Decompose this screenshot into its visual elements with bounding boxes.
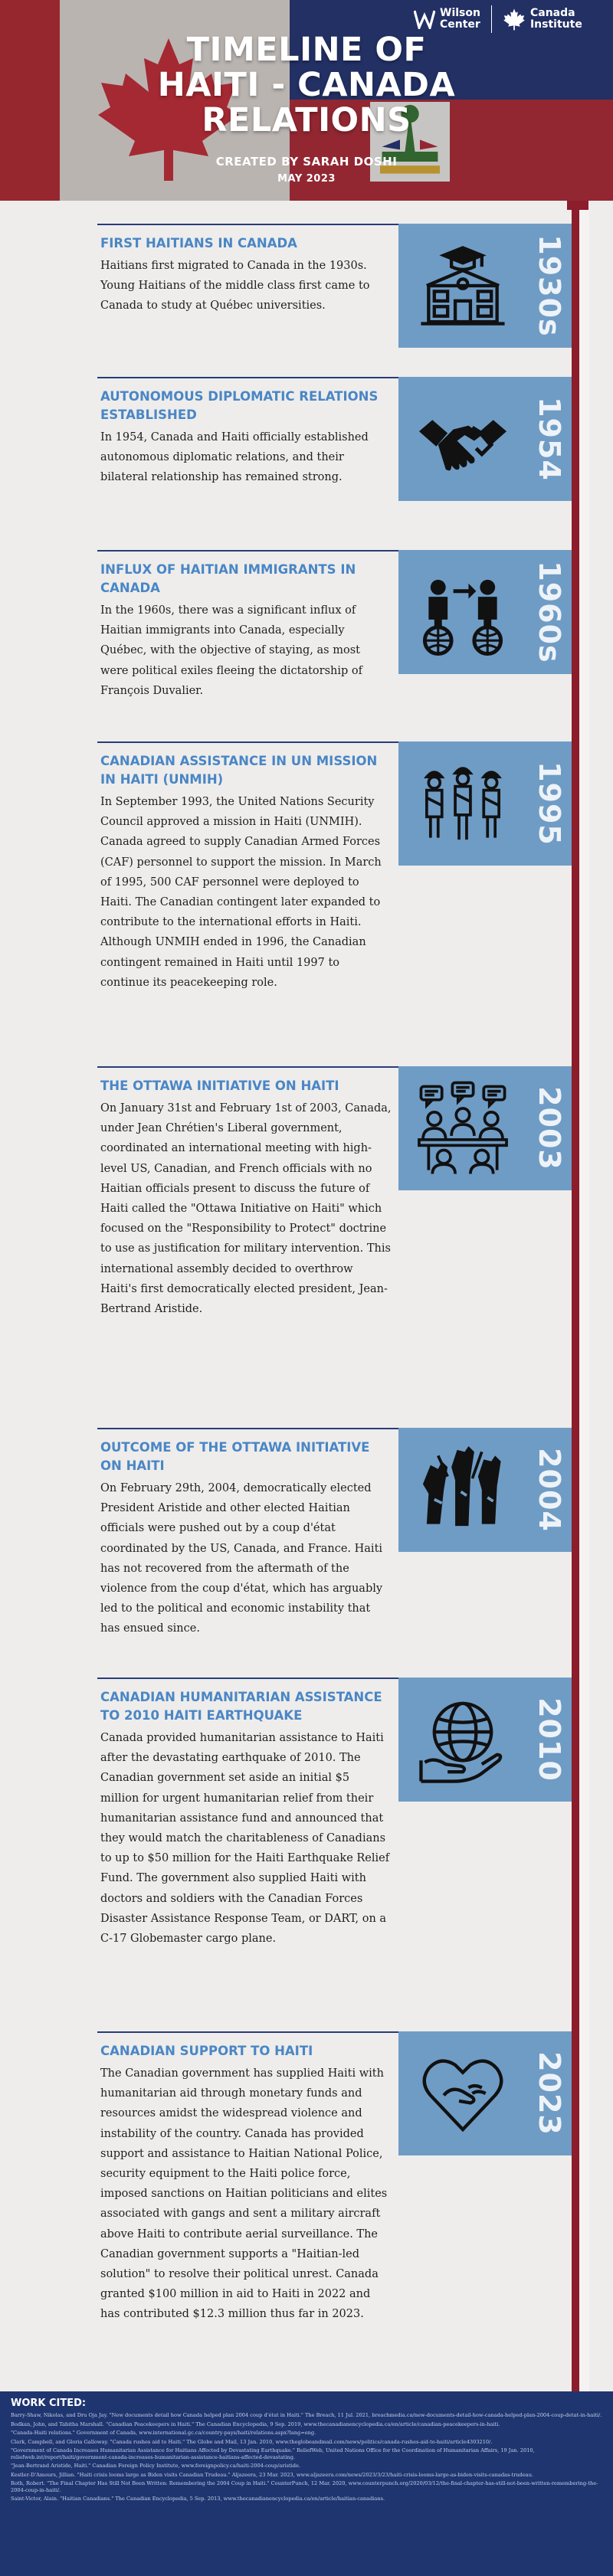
logo-divider [491, 5, 492, 33]
entry-body: The Canadian government has supplied Haiti with humanitarian aid through monetary funds and resources amidst the widespread violence and instability of the country. Canada has provided support and assistance to Haitian National Police, security equipment to the Haiti police force, imposed sanctions on Haitian politicians and elites associated with gangs and sent a military aircraft above Haiti to contribute aerial surveillance. The Canadian government supports a "Haitian-led solution" to resolve their political unrest. Canada granted $100 million in aid to Haiti in 2022 and has contributed $12.3 million thus far in 2023. [100, 2067, 388, 2321]
year-tab [527, 377, 572, 501]
meeting-icon [415, 1081, 510, 1176]
citation-item: Kestler-D'Amours, Jillian. "Haiti crisis looms large as Biden visits Canadian Trudeau." Aljazeera, 23 Mar. 2023, www.aljazeera.com/news/2023/3/23/haiti-crisis-looms-large-as-biden-visits-canadas-trudeau. [11, 2471, 534, 2478]
citation-item: "Jean-Bertrand Aristide, Haiti." Canadian Foreign Policy Institute, www.foreignpolicy.ca/haiti-2004-coup/aristide. [11, 2463, 300, 2470]
maple-leaf-logo-icon [503, 8, 526, 31]
wilson-w-icon [414, 9, 435, 29]
year-tab [527, 1066, 572, 1190]
entry-body: On February 29th, 2004, democratically elected President Aristide and other elected Haitian officials were pushed out by a coup d'état coordinated by the US, Canada, and France. Haiti has not recovered from the aftermath of the violence from the coup d'état, which has arguably led to the political and economic instability that has ensued since. [100, 1482, 383, 1635]
soldiers-icon [415, 756, 510, 851]
entry-title: OUTCOME OF THE OTTAWA INITIATIVE ON HAITI [100, 1440, 370, 1473]
entry-body: On January 31st and February 1st of 2003, Canada, under Jean Chrétien's Liberal government, coordinated an international meeting with high-level US, Canadian, and French officials with no Haitian officials present to discuss the future of Haiti called the "Ottawa Initiative on Haiti" which focused on the "Responsibility to Protect" doctrine to use as justification for military intervention. This international assembly decided to overthrow Haiti's first democratically elected president, Jean-Bertrand Aristide. [100, 1102, 392, 1316]
publish-date: MAY 2023 [277, 173, 336, 185]
entry-icon-panel [398, 1678, 527, 1802]
title-line-1: TIMELINE OF [186, 31, 427, 69]
page-title [0, 32, 613, 138]
entry-body: In September 1993, the United Nations Security Council approved a mission in Haiti (UNMIH). Canada agreed to supply Canadian Armed Forces (CAF) personnel to support the mission. In March of 1995, 500 CAF personnel were deployed to Haiti. The Canadian contingent later expanded to contribute to the international efforts in Haiti. Although UNMIH ended in 1996, the Canadian contingent remained in Haiti until 1997 to continue its peacekeeping role. [100, 796, 382, 989]
timeline-spine-edge [579, 201, 589, 2391]
raised-fists-icon [415, 1442, 510, 1537]
entry-year: 2004 [533, 1448, 566, 1532]
entry-year: 1960s [533, 561, 566, 663]
canada-institute-logo[interactable] [503, 8, 582, 31]
entry-body: In 1954, Canada and Haiti officially established autonomous diplomatic relations, and their bilateral relationship has remained strong. [100, 431, 369, 484]
citation-item: Roth, Robert. "The Final Chapter Has Still Not Been Written: Remembering the 2004 Coup in Haiti." CounterPunch, 12 Mar. 2020, www.counterpunch.org/2020/03/12/the-final-chapter-has-still-not-been-written-remembering-the-2004-coup-in-haiti/. [11, 2480, 598, 2493]
globe-aid-icon [415, 1692, 510, 1787]
entry-title: AUTONOMOUS DIPLOMATIC RELATIONS ESTABLISHED [100, 389, 379, 422]
wilson-logo-line1: Wilson [440, 7, 480, 19]
entry-year: 2023 [533, 2051, 566, 2136]
wilson-center-logo[interactable] [406, 8, 480, 31]
entry-body: In the 1960s, there was a significant influx of Haitian immigrants into Canada, especially Québec, with the objective of staying, as most were political exiles fleeing the dictatorship of François Duvalier. [100, 604, 363, 697]
entry-icon-panel [398, 550, 527, 674]
entry-icon-panel [398, 1428, 527, 1552]
canada-logo-line1: Canada [529, 7, 575, 19]
entry-year: 1954 [533, 397, 566, 481]
year-tab [527, 1428, 572, 1552]
author-credit: CREATED BY SARAH DOSHI [215, 155, 398, 169]
entry-title: CANADIAN HUMANITARIAN ASSISTANCE TO 2010 HAITI EARTHQUAKE [100, 1690, 382, 1723]
entry-title: THE OTTAWA INITIATIVE ON HAITI [100, 1079, 339, 1093]
title-line-3: RELATIONS [202, 101, 411, 139]
year-tab [527, 1678, 572, 1802]
entry-icon-panel [398, 2031, 527, 2155]
entry-icon-panel [398, 224, 527, 348]
citation-item: "Government of Canada Increases Humanitarian Assistance for Haitians Affected by Devastating Earthquake." ReliefWeb, United Nations Office for the Coordination of Humanitarian Affairs, 19 Jan. 2010, reliefweb.int/report/haiti/government-canada-increases-humanitarian-assistance-haitians-affected-devastating. [11, 2447, 535, 2460]
timeline-spine [572, 201, 579, 2391]
handshake-icon [415, 391, 510, 486]
entry-icon-panel [398, 741, 527, 866]
canada-logo-line2: Institute [529, 18, 582, 31]
entry-icon-panel [398, 377, 527, 501]
header-banner [0, 0, 613, 201]
year-tab [527, 224, 572, 348]
migration-icon [415, 565, 510, 660]
year-tab [527, 2031, 572, 2155]
works-cited-title: WORK CITED: [11, 2398, 87, 2409]
entry-icon-panel [398, 1066, 527, 1190]
heart-hands-icon [415, 2046, 510, 2141]
entry-year: 1995 [533, 761, 566, 846]
citation-item: Bodkan, John, and Tabitha Marshall. "Canadian Peacekeepers in Haiti." The Canadian Encyclopedia, 9 Sep. 2019, www.thecanadianencyclopedia.ca/en/article/canadian-peacekeepers-in-haiti. [11, 2421, 500, 2427]
entry-year: 2003 [533, 1086, 566, 1170]
works-cited-section [0, 2391, 613, 2576]
citation-item: Saint-Victor, Alain. "Haitian Canadians." The Canadian Encyclopedia, 5 Sep. 2013, www.thecanadianencyclopedia.ca/en/article/haitian-canadians. [11, 2496, 385, 2502]
entry-title: FIRST HAITIANS IN CANADA [100, 236, 297, 250]
entry-title: INFLUX OF HAITIAN IMMIGRANTS IN CANADA [100, 562, 356, 595]
entry-body: Canada provided humanitarian assistance to Haiti after the devastating earthquake of 2010. The Canadian government set aside an initial $5 million for urgent humanitarian relief from their humanitarian assistance fund and announced that they would match the charitableness of Canadians to up to $50 million for the Haiti Earthquake Relief Fund. The government also supplied Haiti with doctors and soldiers with the Canadian Forces Disaster Assistance Response Team, or DART, on a C-17 Globemaster cargo plane. [100, 1732, 390, 1946]
timeline-spine-cap [567, 201, 588, 210]
citation-item: Barry-Shaw, Nikolas, and Dru Oja Jay. "New documents detail how Canada helped plan 2004 coup d'état in Haiti." The Breach, 11 Jul. 2021, breachmedia.ca/new-documents-detail-how-canada-helped-plan-2004-coup-detat-in-haiti/. [11, 2412, 602, 2418]
citation-item: "Canada-Haiti relations." Government of Canada, www.international.gc.ca/country-pays/haiti/relations.aspx?lang=eng. [11, 2430, 316, 2437]
entry-year: 1930s [533, 234, 566, 337]
year-tab [527, 550, 572, 674]
entry-title: CANADIAN ASSISTANCE IN UN MISSION IN HAITI (UNMIH) [100, 754, 378, 787]
entry-body: Haitians first migrated to Canada in the 1930s. Young Haitians of the middle class first came to Canada to study at Québec universities. [100, 260, 370, 313]
entry-year: 2010 [533, 1697, 566, 1782]
title-line-2: HAITI - CANADA [157, 66, 456, 104]
entry-title: CANADIAN SUPPORT TO HAITI [100, 2044, 313, 2058]
wilson-logo-line2: Center [440, 18, 480, 31]
school-building-icon [415, 238, 510, 333]
year-tab [527, 741, 572, 866]
citation-item: Clark, Campbell, and Gloria Galloway. "Canada rushes aid to Haiti." The Globe and Mail, 13 Jan. 2010, www.theglobeandmail.com/news/politics/canada-rushes-aid-to-haiti/article4303210/. [11, 2438, 493, 2445]
